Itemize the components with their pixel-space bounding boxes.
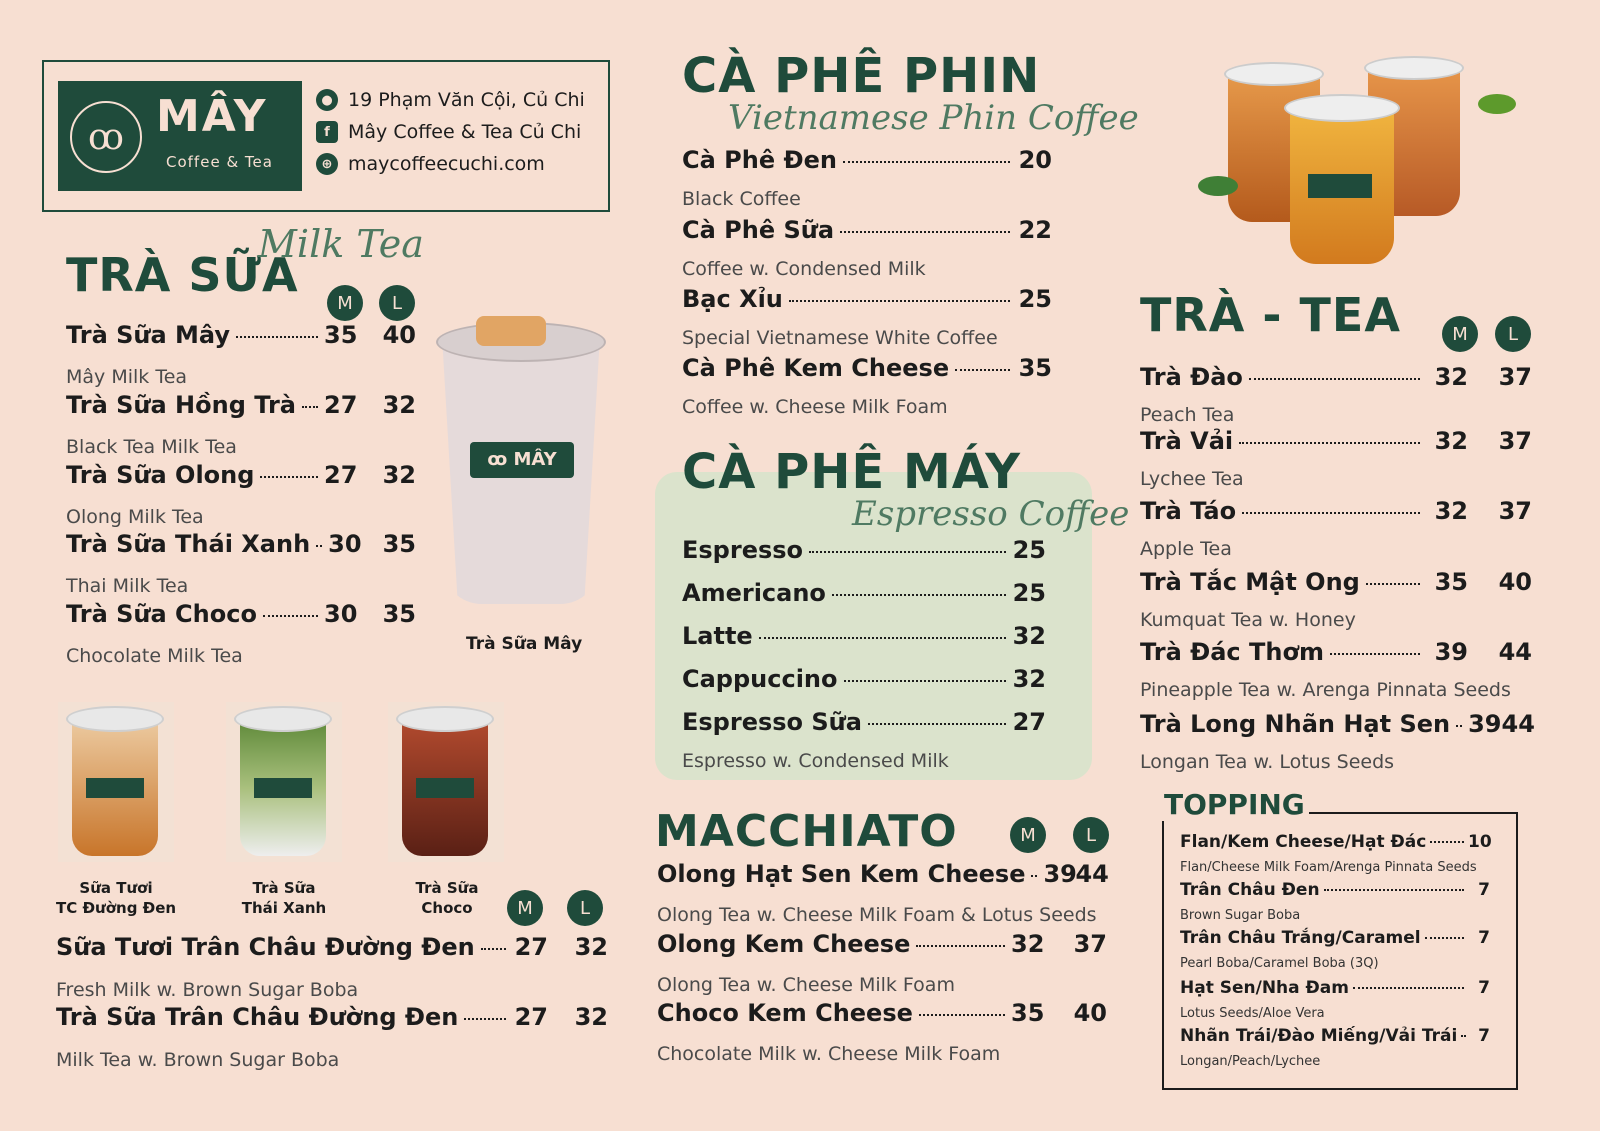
item-name: Americano xyxy=(682,579,826,607)
price: 35 xyxy=(1018,354,1052,382)
item-description: Black Coffee xyxy=(682,188,801,210)
leader-dots xyxy=(955,369,1010,371)
item-name: Sữa Tươi Trân Châu Đường Đen xyxy=(56,933,475,961)
globe-icon: ⊕ xyxy=(316,153,338,175)
item-name: Latte xyxy=(682,622,753,650)
leader-dots xyxy=(263,615,318,617)
item-description: Chocolate Milk Tea xyxy=(66,645,243,667)
leader-dots xyxy=(1456,725,1462,727)
phin-subtitle: Vietnamese Phin Coffee xyxy=(728,98,1139,138)
item-description: Fresh Milk w. Brown Sugar Boba xyxy=(56,979,359,1001)
item-name: Espresso xyxy=(682,536,804,564)
topping-row xyxy=(1180,880,1490,900)
picture-thai-green-milk-tea xyxy=(226,702,342,862)
item-description: Kumquat Tea w. Honey xyxy=(1140,609,1356,631)
picture-label: Trà Sữa Choco xyxy=(415,879,479,917)
item-description: Lotus Seeds/Aloe Vera xyxy=(1180,1006,1325,1021)
topping-row xyxy=(1180,1026,1490,1046)
espresso-row xyxy=(682,665,1046,693)
tea-row xyxy=(1140,638,1532,666)
price-medium: 39 xyxy=(1468,710,1502,738)
price-medium: 32 xyxy=(1434,363,1468,391)
leader-dots xyxy=(868,723,1006,725)
website-line xyxy=(316,153,545,175)
item-name: Espresso Sữa xyxy=(682,708,862,736)
leader-dots xyxy=(302,406,318,408)
leader-dots xyxy=(1430,841,1464,843)
leader-dots xyxy=(1031,875,1037,877)
item-name: Trà Đào xyxy=(1140,363,1243,391)
brand-logo xyxy=(58,81,302,191)
item-name: Trà Sữa Mây xyxy=(66,321,231,349)
item-name: Trà Sữa Trân Châu Đường Đen xyxy=(56,1003,459,1031)
item-name: Nhãn Trái/Đào Miếng/Vải Trái xyxy=(1180,1026,1458,1046)
address-line xyxy=(316,89,585,111)
size-m-badge: M xyxy=(1442,316,1478,352)
price-large: 35 xyxy=(382,600,416,628)
phin-row xyxy=(682,354,1052,382)
brown-sugar-row xyxy=(56,933,608,961)
leader-dots xyxy=(844,680,1006,682)
leader-dots xyxy=(464,1018,506,1020)
facebook-icon: f xyxy=(316,121,338,143)
price-large: 37 xyxy=(1073,930,1107,958)
price: 7 xyxy=(1478,978,1490,998)
item-name: Bạc Xỉu xyxy=(682,285,783,313)
leader-dots xyxy=(1239,442,1420,444)
price: 7 xyxy=(1478,928,1490,948)
price-large: 32 xyxy=(574,933,608,961)
price-medium: 30 xyxy=(328,530,362,558)
size-m-badge: M xyxy=(327,285,363,321)
price-medium: 32 xyxy=(1434,497,1468,525)
leader-dots xyxy=(1461,1035,1464,1037)
phin-row xyxy=(682,216,1052,244)
leader-dots xyxy=(916,945,1005,947)
size-l-badge: L xyxy=(1073,817,1109,853)
price-medium: 39 xyxy=(1043,860,1077,888)
leader-dots xyxy=(789,300,1010,302)
item-description: Special Vietnamese White Coffee xyxy=(682,327,998,349)
milk-tea-row xyxy=(66,600,416,628)
logo-swirl-icon: ꝏ xyxy=(70,101,142,173)
item-description: Apple Tea xyxy=(1140,538,1232,560)
tea-cups-image xyxy=(1184,46,1524,270)
price-large: 44 xyxy=(1498,638,1532,666)
website-text: maycoffeecuchi.com xyxy=(348,153,545,175)
topping-row xyxy=(1180,928,1490,948)
espresso-sua-desc: Espresso w. Condensed Milk xyxy=(682,750,949,772)
milk-tea-row xyxy=(66,391,416,419)
leader-dots xyxy=(1353,987,1464,989)
espresso-row xyxy=(682,579,1046,607)
featured-drink-image: ꝏ MÂY xyxy=(436,316,606,606)
price-large: 40 xyxy=(382,321,416,349)
leader-dots xyxy=(1324,889,1464,891)
price: 25 xyxy=(1012,536,1046,564)
price-medium: 30 xyxy=(324,600,358,628)
price-medium: 35 xyxy=(1011,999,1045,1027)
leader-dots xyxy=(919,1014,1005,1016)
price-medium: 27 xyxy=(514,933,548,961)
item-name: Cà Phê Sữa xyxy=(682,216,835,244)
tea-row xyxy=(1140,497,1532,525)
price-medium: 27 xyxy=(514,1003,548,1031)
item-name: Trà Sữa Choco xyxy=(66,600,257,628)
price: 7 xyxy=(1478,1026,1490,1046)
item-description: Coffee w. Condensed Milk xyxy=(682,258,926,280)
item-description: Longan Tea w. Lotus Seeds xyxy=(1140,751,1395,773)
leader-dots xyxy=(1330,653,1420,655)
logo-tagline: Coffee & Tea xyxy=(166,153,273,171)
topping-row xyxy=(1180,978,1490,998)
price: 32 xyxy=(1012,665,1046,693)
item-description: Peach Tea xyxy=(1140,404,1235,426)
item-description: Olong Tea w. Cheese Milk Foam & Lotus Seeds xyxy=(657,904,1097,926)
item-name: Olong Kem Cheese xyxy=(657,930,911,958)
price-medium: 32 xyxy=(1011,930,1045,958)
macchiato-row xyxy=(657,860,1107,888)
tea-title: TRÀ - TEA xyxy=(1140,288,1401,342)
price: 32 xyxy=(1012,622,1046,650)
price-medium: 35 xyxy=(324,321,358,349)
leader-dots xyxy=(832,594,1006,596)
item-name: Trà Tắc Mật Ong xyxy=(1140,568,1360,596)
phin-row xyxy=(682,285,1052,313)
espresso-row xyxy=(682,622,1046,650)
topping-row xyxy=(1180,832,1490,852)
item-name: Hạt Sen/Nha Đam xyxy=(1180,978,1349,998)
topping-box xyxy=(1162,812,1518,1090)
macchiato-title: MACCHIATO xyxy=(655,806,958,857)
item-description: Coffee w. Cheese Milk Foam xyxy=(682,396,948,418)
item-description: Chocolate Milk w. Cheese Milk Foam xyxy=(657,1043,1001,1065)
price-large: 37 xyxy=(1498,363,1532,391)
leader-dots xyxy=(260,476,318,478)
phin-row xyxy=(682,146,1052,174)
picture-label: Trà Sữa Thái Xanh xyxy=(241,879,327,917)
item-name: Trà Sữa Hồng Trà xyxy=(66,391,297,419)
price: 20 xyxy=(1018,146,1052,174)
macchiato-row xyxy=(657,999,1107,1027)
item-description: Brown Sugar Boba xyxy=(1180,908,1301,923)
price-medium: 32 xyxy=(1434,427,1468,455)
size-l-badge: L xyxy=(379,285,415,321)
item-name: Trà Long Nhãn Hạt Sen xyxy=(1140,710,1451,738)
price-medium: 27 xyxy=(324,461,358,489)
item-name: Trà Đác Thơm xyxy=(1140,638,1324,666)
item-name: Cà Phê Đen xyxy=(682,146,837,174)
price: 7 xyxy=(1478,880,1490,900)
tea-row xyxy=(1140,568,1532,596)
facebook-text: Mây Coffee & Tea Củ Chi xyxy=(348,121,582,143)
location-pin-icon: ● xyxy=(316,89,338,111)
size-m-badge: M xyxy=(507,890,543,926)
picture-label: Sữa Tươi TC Đường Đen xyxy=(56,879,177,917)
price-large: 32 xyxy=(382,461,416,489)
leader-dots xyxy=(1249,378,1420,380)
milk-tea-row xyxy=(66,321,416,349)
size-l-badge: L xyxy=(1495,316,1531,352)
price-large: 44 xyxy=(1075,860,1109,888)
item-name: Cà Phê Kem Cheese xyxy=(682,354,950,382)
item-description: Thai Milk Tea xyxy=(66,575,189,597)
item-name: Trà Vải xyxy=(1140,427,1234,455)
price-large: 32 xyxy=(574,1003,608,1031)
item-description: Black Tea Milk Tea xyxy=(66,436,237,458)
leader-dots xyxy=(759,637,1006,639)
item-description: Longan/Peach/Lychee xyxy=(1180,1054,1321,1069)
leader-dots xyxy=(840,231,1010,233)
item-description: Olong Tea w. Cheese Milk Foam xyxy=(657,974,955,996)
leader-dots xyxy=(1425,937,1464,939)
item-description: Mây Milk Tea xyxy=(66,366,188,388)
leader-dots xyxy=(843,161,1010,163)
tea-row xyxy=(1140,427,1532,455)
leader-dots xyxy=(809,551,1006,553)
item-description: Pineapple Tea w. Arenga Pinnata Seeds xyxy=(1140,679,1511,701)
item-description: Lychee Tea xyxy=(1140,468,1244,490)
item-description: Flan/Cheese Milk Foam/Arenga Pinnata Seeds xyxy=(1180,860,1477,875)
tea-row xyxy=(1140,363,1532,391)
leader-dots xyxy=(1242,512,1420,514)
item-description: Pearl Boba/Caramel Boba (3Q) xyxy=(1180,956,1379,971)
item-description: Milk Tea w. Brown Sugar Boba xyxy=(56,1049,340,1071)
price: 10 xyxy=(1468,832,1492,852)
item-name: Trân Châu Đen xyxy=(1180,880,1320,900)
item-name: Cappuccino xyxy=(682,665,838,693)
price-large: 32 xyxy=(382,391,416,419)
price: 25 xyxy=(1018,285,1052,313)
milk-tea-row xyxy=(66,530,416,558)
price-large: 37 xyxy=(1498,497,1532,525)
leader-dots xyxy=(316,545,322,547)
espresso-title: CÀ PHÊ MÁY xyxy=(682,444,1022,500)
price-large: 37 xyxy=(1498,427,1532,455)
item-description: Olong Milk Tea xyxy=(66,506,204,528)
item-name: Trà Sữa Thái Xanh xyxy=(66,530,311,558)
picture-brown-sugar-milk xyxy=(58,702,174,862)
item-name: Olong Hạt Sen Kem Cheese xyxy=(657,860,1026,888)
tea-row xyxy=(1140,710,1535,738)
logo-name: MÂY xyxy=(156,91,268,142)
macchiato-row xyxy=(657,930,1107,958)
size-m-badge: M xyxy=(1010,817,1046,853)
price-medium: 39 xyxy=(1434,638,1468,666)
price-large: 35 xyxy=(382,530,416,558)
milk-tea-row xyxy=(66,461,416,489)
price-large: 40 xyxy=(1073,999,1107,1027)
address-text: 19 Phạm Văn Cội, Củ Chi xyxy=(348,89,585,111)
topping-title: TOPPING xyxy=(1160,788,1309,821)
price: 27 xyxy=(1012,708,1046,736)
price-large: 40 xyxy=(1498,568,1532,596)
featured-drink-label: Trà Sữa Mây xyxy=(466,634,583,654)
leader-dots xyxy=(481,948,506,950)
espresso-row xyxy=(682,536,1046,564)
item-name: Choco Kem Cheese xyxy=(657,999,913,1027)
price-medium: 27 xyxy=(324,391,358,419)
price-large: 44 xyxy=(1501,710,1535,738)
milk-tea-title: TRÀ SỮA xyxy=(66,248,299,302)
espresso-row xyxy=(682,708,1046,736)
facebook-line xyxy=(316,121,581,143)
milk-tea-subtitle: Milk Tea xyxy=(258,222,424,266)
size-l-badge: L xyxy=(567,890,603,926)
item-name: Trân Châu Trắng/Caramel xyxy=(1180,928,1421,948)
brown-sugar-row xyxy=(56,1003,608,1031)
leader-dots xyxy=(236,336,318,338)
item-name: Trà Táo xyxy=(1140,497,1237,525)
espresso-subtitle: Espresso Coffee xyxy=(852,494,1130,534)
price-medium: 35 xyxy=(1434,568,1468,596)
leader-dots xyxy=(1366,583,1420,585)
item-name: Trà Sữa Olong xyxy=(66,461,255,489)
price: 25 xyxy=(1012,579,1046,607)
item-name: Flan/Kem Cheese/Hạt Đác xyxy=(1180,832,1427,852)
picture-choco-milk-tea xyxy=(388,702,504,862)
price: 22 xyxy=(1018,216,1052,244)
phin-title: CÀ PHÊ PHIN xyxy=(682,48,1041,104)
